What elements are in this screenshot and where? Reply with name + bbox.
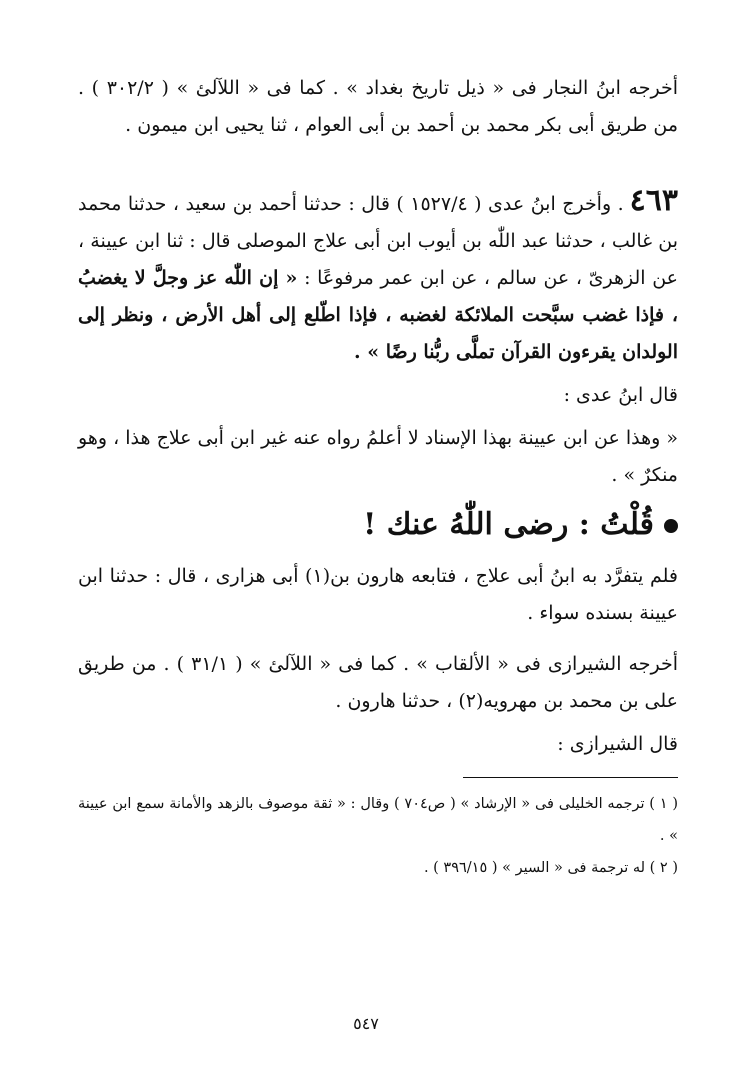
section-heading: [78, 500, 678, 550]
hadith-isnad: . وأخرج ابنُ عدى ( ١٥٢٧/٤ ) قال : حدثنا أحمد بن سعيد ، حدثنا محمد بن غالب ، حدثنا عبد اللّٰه بن أيوب ابن أبى علاج الموصلى قال : ثنا ابن عيينة ، عن الزهرىّ ، عن سالم ، عن ابن عمر مرفوعًا :: [78, 193, 678, 289]
paragraph-takhrij-ibn-najjar: أخرجه ابنُ النجار فى « ذيل تاريخ بغداد » . كما فى « اللآلئ » ( ٣٠٢/٢ ) . من طريق أبى بكر محمد بن أحمد بن أبى العوام ، ثنا يحيى ابن ميمون .: [78, 77, 678, 136]
footnote-divider: [463, 777, 678, 778]
paragraph-mutaba-harun: فلم يتفرَّد به ابنُ أبى علاج ، فتابعه هارون بن(١) أبى هزارى ، قال : حدثنا ابن عيينة بسنده سواء .: [78, 565, 678, 624]
hadith-matn: « إن اللّٰه عز وجلَّ لا يغضبُ ، فإذا غضب سبَّحت الملائكة لغضبه ، فإذا اطّلع إلى أهل الأرض ، ونظر إلى الولدان يقرءون القرآن تملَّى ربُّنا رضًا » .: [78, 267, 678, 363]
footnote-2: ( ٢ ) له ترجمة فى « السير » ( ٣٩٦/١٥ ) .: [423, 860, 678, 876]
heading-text: قُلْتُ : رضى اللّٰهُ عنك !: [363, 507, 654, 542]
bullet-icon: [664, 519, 678, 533]
footnote-1: ( ١ ) ترجمه الخليلى فى « الإرشاد » ( ص٧٠٤ ) وقال : « ثقة موصوف بالزهد والأمانة سمع ابن عيينة » .: [78, 796, 678, 844]
paragraph-qala-shirazi: قال الشيرازى :: [557, 733, 678, 755]
spacer: [78, 632, 678, 646]
paragraph-hadith-463: [78, 182, 678, 371]
hadith-number: ٤٦٣: [629, 183, 678, 218]
paragraph-takhrij-shirazi: أخرجه الشيرازى فى « الألقاب » . كما فى « اللآلئ » ( ٣١/١ ) . من طريق على بن محمد بن مهرويه(٢) ، حدثنا هارون .: [78, 653, 678, 712]
paragraph-qala-ibn-adi: قال ابنُ عدى :: [563, 384, 678, 406]
page-body: [78, 70, 678, 884]
page-number: ٥٤٧: [353, 1014, 379, 1033]
spacer: [78, 144, 678, 182]
paragraph-ibn-adi-quote: « وهذا عن ابن عيينة بهذا الإسناد لا أعلمُ رواه عنه غير ابن أبى علاج هذا ، وهو منكرٌ » .: [78, 427, 678, 486]
